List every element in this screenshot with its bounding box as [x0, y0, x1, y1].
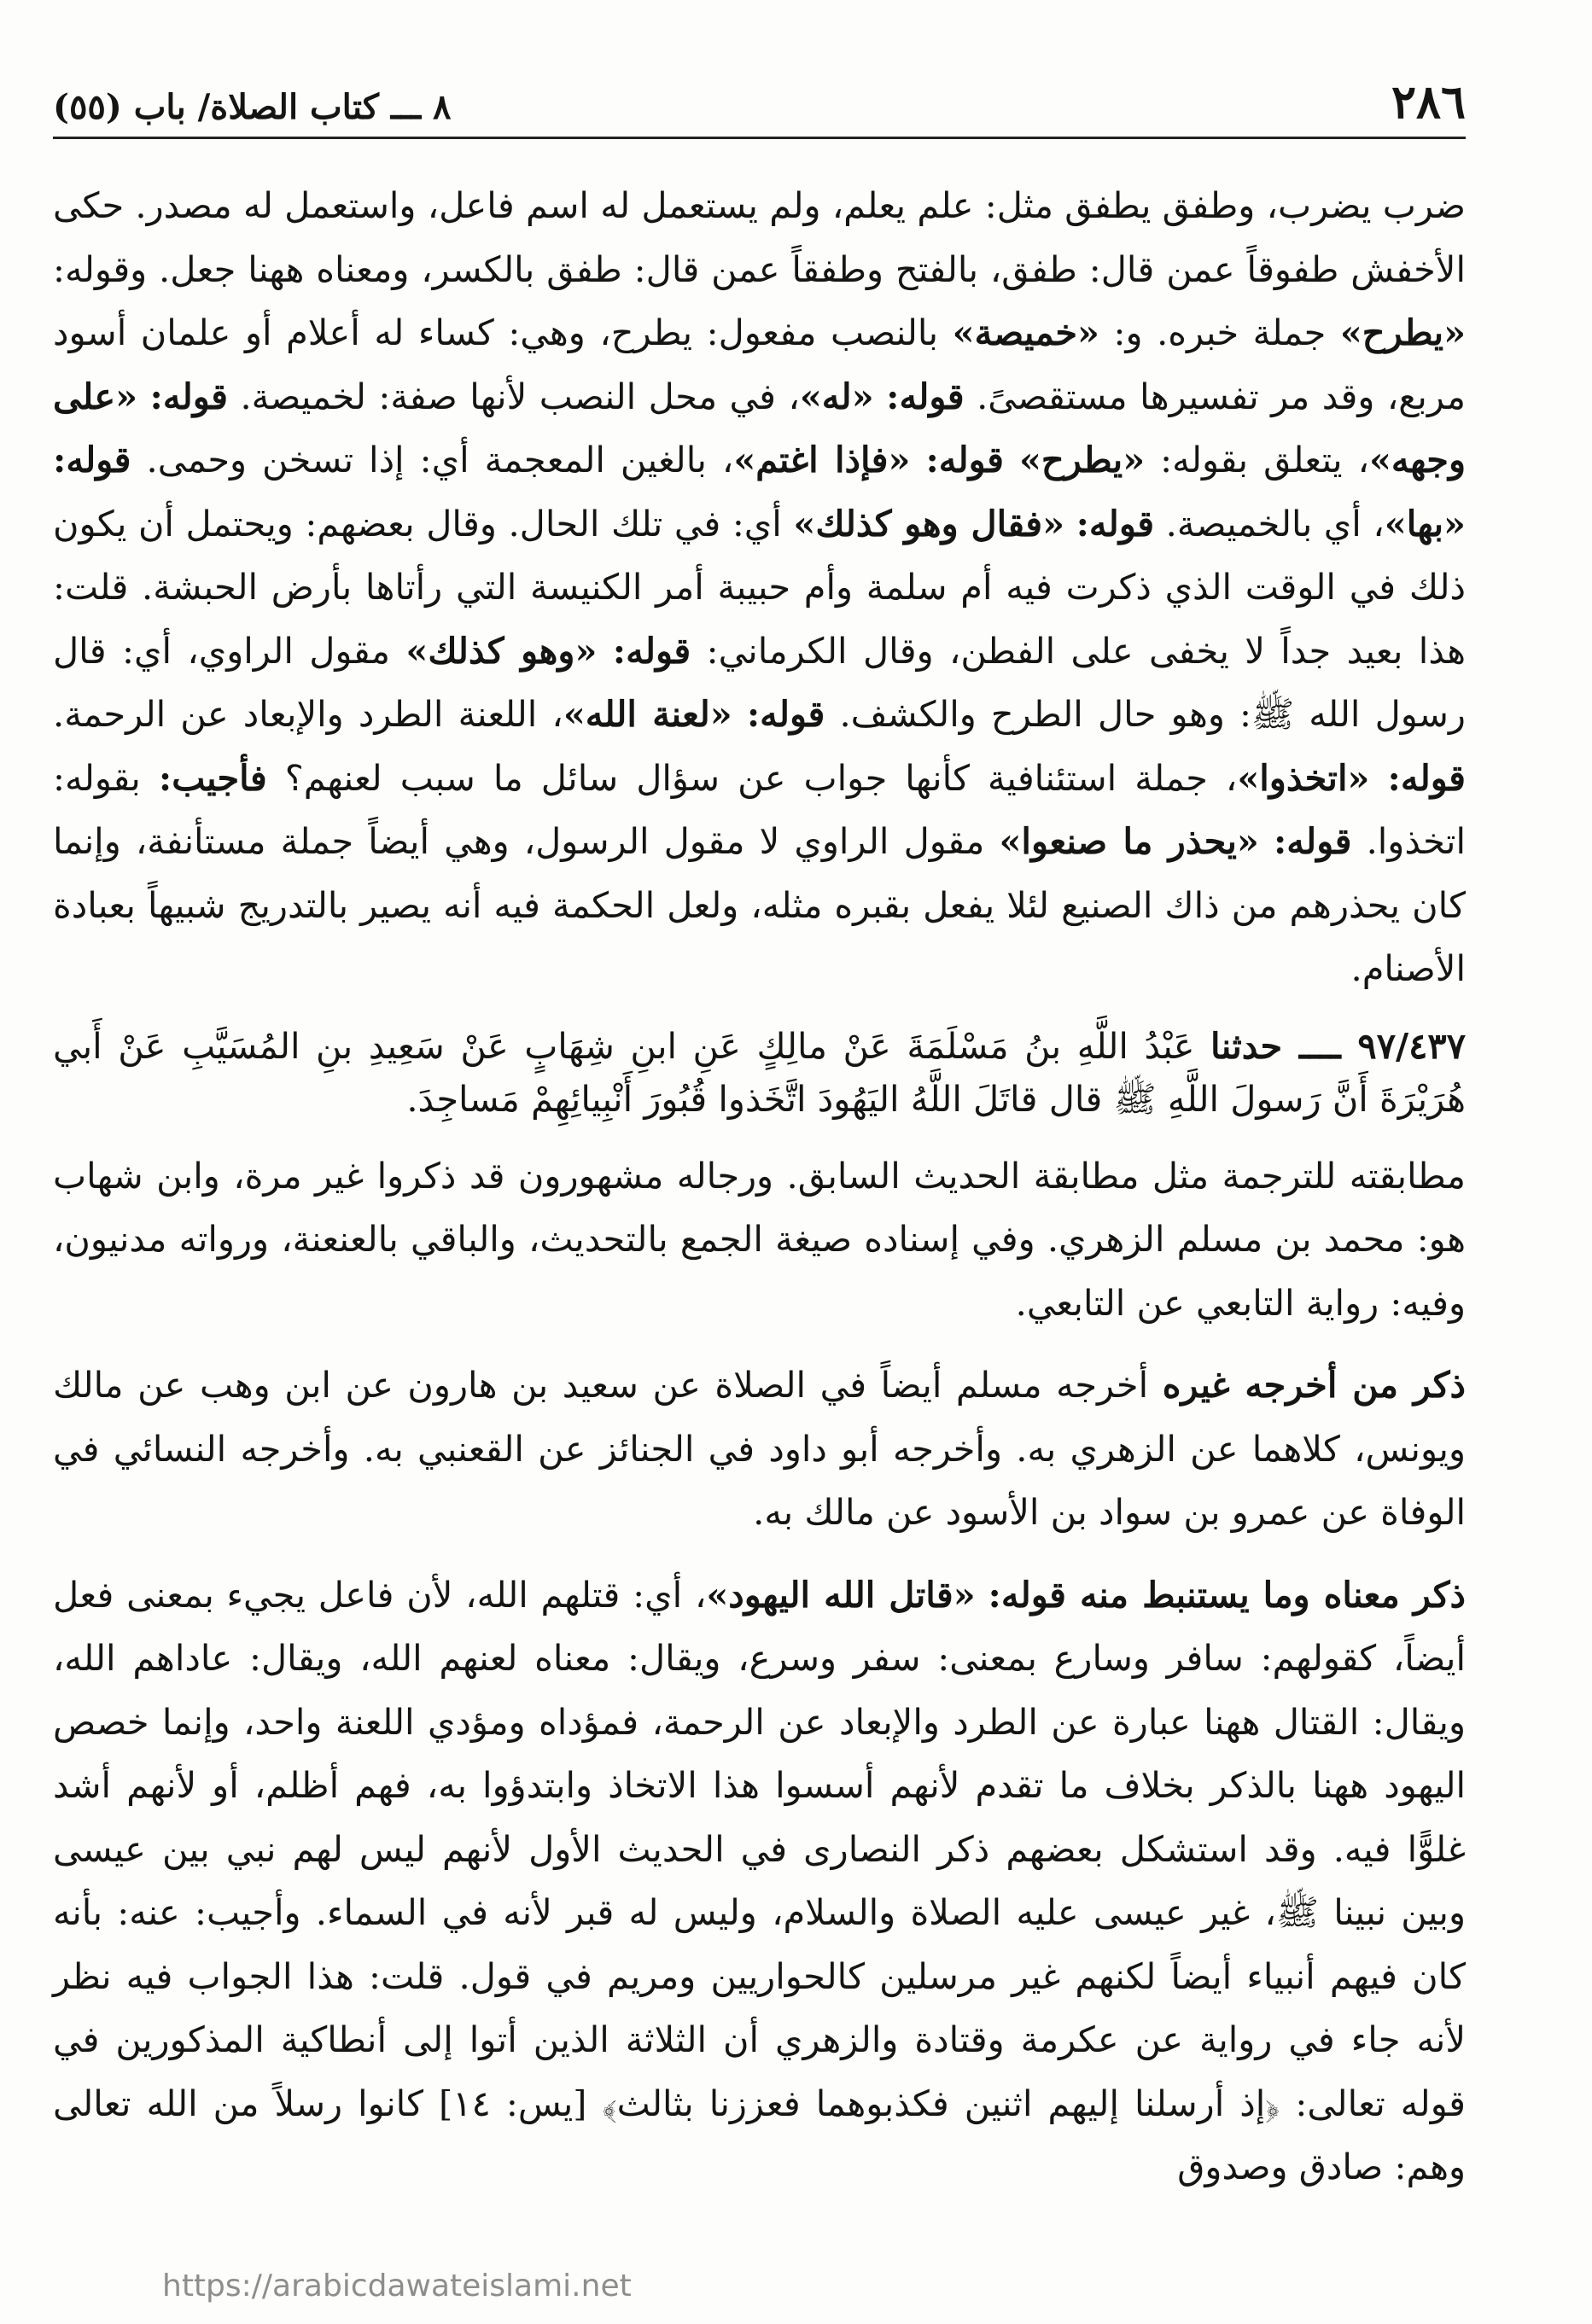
bold-term: قوله:: [1273, 820, 1352, 862]
page-body: [53, 174, 1466, 2199]
watermark: https://arabicdawateislami.net: [162, 2269, 632, 2304]
bold-term: «وهو كذلك»: [405, 629, 598, 672]
text-run: ، اللعنة الطرد والإبعاد عن الرحمة.: [53, 693, 563, 735]
bold-term: «على وجهه»: [53, 375, 1466, 481]
text-run: [1259, 820, 1274, 862]
text-run: ، جملة استئنافية كأنها جواب عن سؤال سائل ما سبب لعنهم؟: [266, 756, 1238, 799]
bold-term: قوله:: [149, 375, 229, 417]
bold-term: «يحذر ما صنعوا»: [999, 820, 1259, 862]
paragraph-p1: [53, 174, 1466, 1001]
text-run: مطابقته للترجمة مثل مطابقة الحديث السابق. ورجاله مشهورون قد ذكروا غير مرة، وابن شهاب هو: محمد بن مسلم الزهري. وفي إسناده صيغة الجمع بالتحديث، والباقي بالعنعنة، ورواته مدنيون، وفيه: رواية التابعي عن التابعي.: [53, 1154, 1466, 1324]
bold-term: قوله:: [746, 693, 825, 735]
text-run: [1004, 439, 1019, 481]
text-run: ، أي: قتلهم الله، لأن فاعل يجيء بمعنى فعل أيضاً، كقولهم: سافر وسارع بمعنى: سفر وسرع، ويقال: معناه لعنهم الله، ويقال: عاداهم الله، ويقال: القتال ههنا عبارة عن الطرد والإبعاد عن الرحمة، فمؤداه ومؤدي اللعنة واحد، وإنما خصص اليهود ههنا بالذكر بخلاف ما تقدم لأنهم أسسوا هذا الاتخاذ وابتدؤوا به، فهم أظلم، أو لأنهم أشد غلوًّا فيه. وقد استشكل بعضهم ذكر النصارى في الحديث الأول لأنهم ليس لهم نبي بين عيسى وبين نبينا ﷺ، غير عيسى عليه الصلاة والسلام، وليس له قبر لأنه في السماء. وأجيب: عنه: بأنه كان فيهم أنبياء أيضاً لكنهم غير مرسلين كالحواريين ومريم في قول. قلت: هذا الجواب فيه نظر لأنه جاء في رواية عن عكرمة وقتادة والزهري أن الثلاثة الذين أتوا إلى أنطاكية المذكورين في قوله تعالى: ﴿إذ أرسلنا إليهم اثنين فكذبوهما فعززنا بثالث﴾ [يس: ١٤] كانوا رسلاً من الله تعالى وهم: صادق وصدوق: [53, 1573, 1466, 2187]
bold-term: قوله:: [886, 375, 965, 417]
text-run: جملة خبره. و:: [1099, 312, 1340, 353]
text-run: بالنصب مفعول: يطرح، وهي: كساء له أعلام أو علمان أسود مربع، وقد مر تفسيرها مستقصىً.: [53, 312, 1466, 417]
text-run: [1369, 757, 1387, 799]
text-run: ، بالغين المعجمة أي: إذا تسخن وحمى.: [131, 439, 734, 481]
paragraph-p3: [53, 1145, 1466, 1336]
bold-term: قوله:: [612, 629, 691, 672]
bold-term: فأجيب:: [158, 756, 267, 799]
text-run: مقول الراوي لا مقول الرسول، وهي أيضاً جملة مستأنفة، وإنما كان يحذرهم من ذاك الصنيع لئلا يفعل بقبره مثله، ولعل الحكمة فيه أنه يصير بالتدريج شبيهاً بعبادة الأصنام.: [53, 820, 1466, 989]
text-run: [597, 630, 612, 672]
paragraph-p5: [53, 1564, 1466, 2199]
bold-term: قوله:: [1076, 502, 1155, 545]
text-run: مقول الراوي، أي: قال رسول الله ﷺ: وهو حال الطرح والكشف.: [53, 629, 1466, 735]
text-run: عَبْدُ اللَّهِ بنُ مَسْلَمَةَ عَنْ مالِكٍ عَنِ ابنِ شِهَابٍ عَنْ سَعِيدِ بنِ المُسَيَّبِ عَنْ أَبي هُرَيْرَةَ أَنَّ رَسولَ اللَّهِ ﷺ قال قاتَلَ اللَّهُ اليَهُودَ اتَّخَذوا قُبُورَ أَنْبِيائِهِمْ مَساجِدَ.: [53, 1024, 1466, 1120]
text-run: [732, 693, 747, 735]
bold-term: «يطرح»: [1339, 312, 1467, 353]
bold-term: «خميصة»: [952, 312, 1099, 353]
bold-term: «اتخذوا»: [1237, 756, 1370, 799]
bold-term: ذكر معناه وما يستنبط منه قوله:: [988, 1573, 1466, 1616]
running-title: ٨ ـــ كتاب الصلاة/ باب (٥٥): [53, 87, 452, 127]
text-run: [910, 439, 925, 481]
text-run: بقوله: اتخذوا.: [53, 756, 1466, 862]
text-run: ، أي بالخميصة.: [1154, 502, 1385, 545]
text-run: [1064, 503, 1076, 545]
paragraph-p4: [53, 1354, 1466, 1545]
bold-term: قوله:: [53, 439, 131, 481]
text-run: ، يتعلق بقوله:: [1145, 439, 1369, 481]
hadith-paragraph: [53, 1020, 1466, 1126]
bold-term: «فقال وهو كذلك»: [793, 502, 1065, 545]
text-run: ضرب يضرب، وطفق يطفق مثل: علم يعلم، ولم يستعمل له اسم فاعل، واستعمل له مصدر. حكى الأخفش طفوقاً عمن قال: طفق، بالفتح وطفقاً عمن قال: طفق بالكسر، ومعناه ههنا جعل. وقوله:: [53, 184, 1466, 290]
text-run: ، في محل النصب لأنها صفة: لخميصة.: [228, 375, 800, 417]
bold-term: «فإذا اغتم»: [733, 439, 911, 481]
text-run: أي: في تلك الحال. وقال بعضهم: ويحتمل أن يكون ذلك في الوقت الذي ذكرت فيه أم سلمة وأم حبيبة أمر الكنيسة التي رأتاها بأرض الحبشة. قلت: هذا بعيد جداً لا يخفى على الفطن، وقال الكرماني:: [53, 502, 1466, 672]
page-header: [53, 74, 1466, 139]
text-run: أخرجه مسلم أيضاً في الصلاة عن سعيد بن هارون عن ابن وهب عن مالك ويونس، كلاهما عن الزهري به. وأخرجه أبو داود في الجنائز عن القعنبي به. وأخرجه النسائي في الوفاة عن عمرو بن سواد بن الأسود عن مالك به.: [53, 1364, 1466, 1533]
bold-term: ٩٧/٤٣٧ ــــ حدثنا: [1210, 1024, 1467, 1067]
text-run: [976, 1574, 988, 1616]
bold-term: قوله:: [925, 439, 1004, 481]
bold-term: «قاتل الله اليهود»: [706, 1573, 976, 1616]
text-run: [874, 376, 886, 417]
bold-term: «بها»: [1384, 502, 1466, 545]
bold-term: «لعنة الله»: [563, 693, 732, 735]
bold-term: «يطرح»: [1018, 439, 1146, 481]
bold-term: قوله:: [1387, 756, 1466, 799]
bold-term: «له»: [799, 375, 874, 417]
text-run: [137, 376, 149, 417]
page-number: ٢٨٦: [1391, 74, 1466, 129]
bold-term: ذكر من أخرجه غيره: [1162, 1364, 1466, 1406]
